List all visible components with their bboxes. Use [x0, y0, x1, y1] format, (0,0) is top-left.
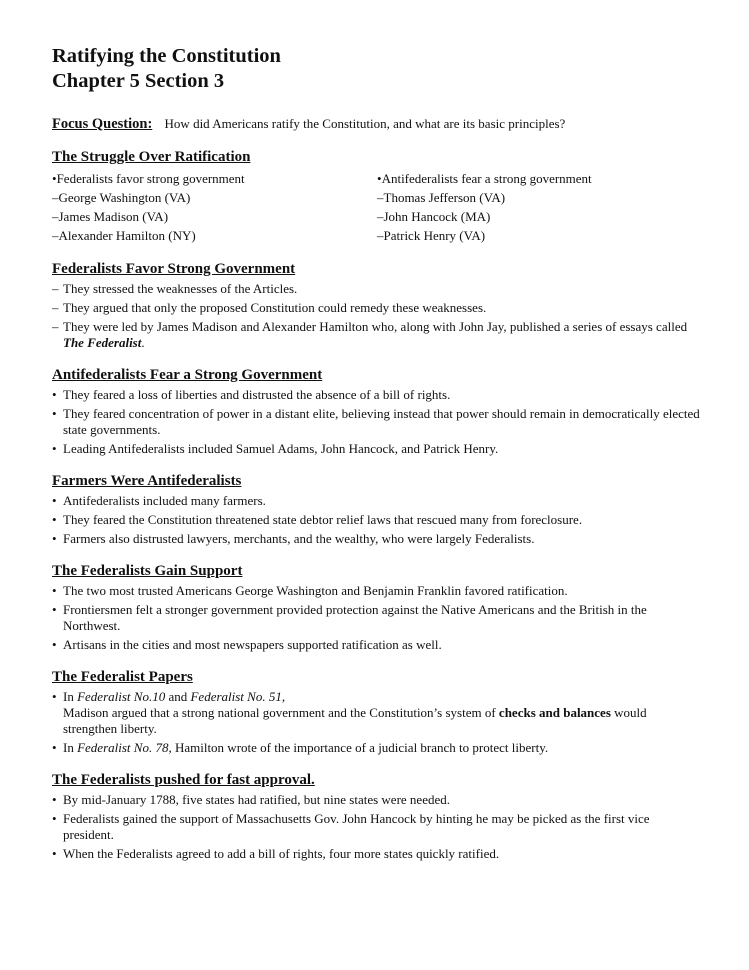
- list-item: • Artisans in the cities and most newspapers supported ratification as well.: [52, 637, 442, 652]
- section-fast-approval: [52, 771, 702, 862]
- federalists-lead: Federalists favor strong government: [56, 171, 245, 186]
- focus-question: [52, 115, 702, 133]
- section-gain-support: [52, 562, 702, 653]
- list-item: • Frontiersmen felt a stronger government provided protection against the Native Americans and the British in the Northwest.: [52, 602, 647, 633]
- section-heading: The Federalist Papers: [52, 669, 193, 685]
- section-heading: Antifederalists Fear a Strong Government: [52, 367, 323, 383]
- checks-and-balances: checks and balances: [498, 705, 611, 720]
- section-federalists-favor: [52, 260, 702, 351]
- antifederalist-name: John Hancock (MA): [383, 209, 491, 224]
- antifederalist-name: Patrick Henry (VA): [383, 228, 486, 243]
- section-struggle: [52, 148, 702, 245]
- list-item: • Farmers also distrusted lawyers, merchants, and the wealthy, who were largely Federalists.: [52, 531, 535, 546]
- section-antifederalists-fear: [52, 366, 702, 457]
- list-item: • Antifederalists included many farmers.: [52, 493, 266, 508]
- document-page: [52, 44, 702, 865]
- federalist-name: Alexander Hamilton (NY): [58, 228, 196, 243]
- list-item: • Leading Antifederalists included Samuel Adams, John Hancock, and Patrick Henry.: [52, 441, 499, 456]
- list-item: • In Federalist No. 78, Hamilton wrote of the importance of a judicial branch to protect liberty.: [52, 740, 549, 755]
- section-farmers: [52, 472, 702, 547]
- list-item: – They argued that only the proposed Constitution could remedy these weaknesses.: [52, 300, 487, 315]
- section-heading: Federalists Favor Strong Government: [52, 261, 296, 277]
- list-item: – They were led by James Madison and Alexander Hamilton who, along with John Jay, published a series of essays called The Federalist.: [52, 319, 688, 350]
- list-item: • They feared a loss of liberties and distrusted the absence of a bill of rights.: [52, 387, 451, 402]
- list-item: • The two most trusted Americans George Washington and Benjamin Franklin favored ratification.: [52, 583, 568, 598]
- federalist-name: George Washington (VA): [58, 190, 191, 205]
- section-heading: The Federalists Gain Support: [52, 563, 243, 579]
- section-heading: The Federalists pushed for fast approval.: [52, 772, 315, 788]
- title-line-1: Ratifying the Constitution: [52, 45, 281, 67]
- section-heading: The Struggle Over Ratification: [52, 149, 251, 165]
- title-line-2: Chapter 5 Section 3: [52, 70, 225, 92]
- list-item: • By mid-January 1788, five states had ratified, but nine states were needed.: [52, 792, 450, 807]
- list-item: • Federalists gained the support of Massachusetts Gov. John Hancock by hinting he may be picked as the first vice president.: [52, 811, 650, 842]
- antifederalist-name: Thomas Jefferson (VA): [383, 190, 506, 205]
- list-item: – They stressed the weaknesses of the Articles.: [52, 281, 298, 296]
- list-item: • In Federalist No.10 and Federalist No. 51, Madison argued that a strong national government and the Constitution’s system of checks and balances would strengthen liberty.: [52, 689, 647, 736]
- section-heading: Farmers Were Antifederalists: [52, 473, 242, 489]
- focus-question-text: How did Americans ratify the Constitution, and what are its basic principles?: [164, 116, 566, 131]
- list-item: • When the Federalists agreed to add a bill of rights, four more states quickly ratified.: [52, 846, 500, 861]
- federalist-name: James Madison (VA): [58, 209, 169, 224]
- list-item: • They feared concentration of power in a distant elite, believing instead that power should remain in democratically elected state governments.: [52, 406, 700, 437]
- document-title: [52, 44, 702, 94]
- antifederalists-lead: Antifederalists fear a strong government: [381, 171, 592, 186]
- federalist-title: The Federalist: [63, 335, 142, 350]
- federalists-column: •Federalists favor strong government –George Washington (VA) –James Madison (VA) –Alexander Hamilton (NY): [52, 171, 245, 243]
- section-federalist-papers: [52, 668, 702, 756]
- focus-question-label: Focus Question:: [52, 116, 153, 132]
- antifederalists-column: •Antifederalists fear a strong government –Thomas Jefferson (VA) –John Hancock (MA) –Patrick Henry (VA): [377, 171, 592, 243]
- list-item: • They feared the Constitution threatened state debtor relief laws that rescued many from foreclosure.: [52, 512, 583, 527]
